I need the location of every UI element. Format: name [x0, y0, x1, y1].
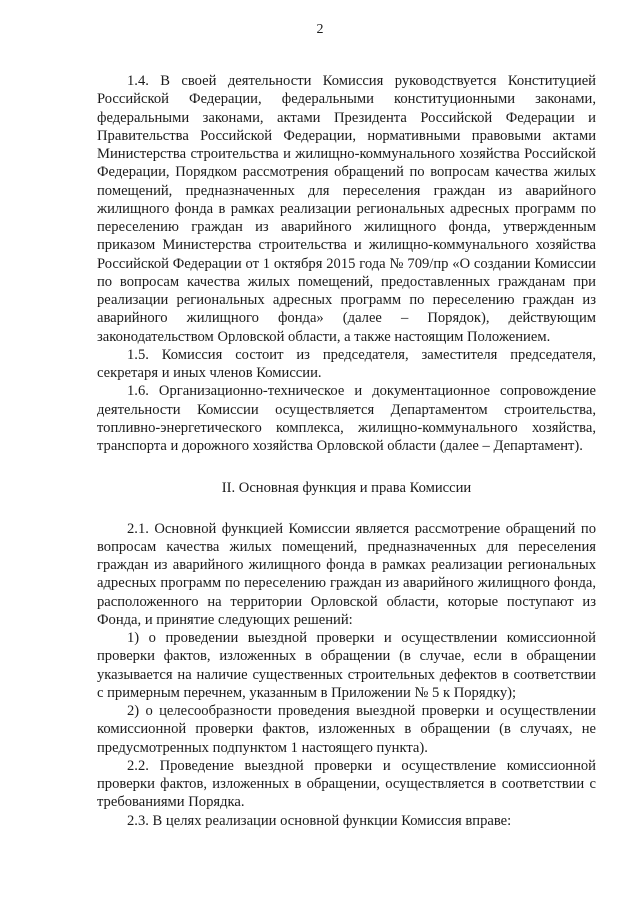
- paragraph-2-2: 2.2. Проведение выездной проверки и осуществление комиссионной проверки фактов, изложенных в обращении, осуществляется в соответствии с требованиями Порядка.: [97, 757, 596, 811]
- list-item-1: 1) о проведении выездной проверки и осуществлении комиссионной проверки фактов, изложенных в обращении (в случае, если в обращении указывается на наличие существенных строительных дефектов в соответствии с примерным перечнем, указанным в Приложении № 5 к Порядку);: [97, 630, 596, 701]
- paragraph-2-1: 2.1. Основной функцией Комиссии является рассмотрение обращений по вопросам качества жилых помещений, предназначенных для переселения граждан из аварийного жилищного фонда в рамках реализации региональных адресных программ по переселению граждан из аварийного жилищного фонда, расположенного на территории Орловской области, которые поступают из Фонда, и принятие следующих решений:: [97, 520, 596, 628]
- page-number: 2: [316, 22, 324, 37]
- paragraph-2-3: 2.3. В целях реализации основной функции Комиссия вправе:: [127, 812, 512, 829]
- paragraph-1-5: 1.5. Комиссия состоит из председателя, заместителя председателя, секретаря и иных членов Комиссии.: [97, 346, 596, 381]
- document-body: [97, 72, 596, 830]
- paragraph-1-4: 1.4. В своей деятельности Комиссия руководствуется Конституцией Российской Федерации, федеральными конституционными законами, федеральными законами, актами Президента Российской Федерации и Правительства Российской Федерации, нормативными правовыми актами Министерства строительства и жилищно-коммунального хозяйства Российской Федерации, Порядком рассмотрения обращений по вопросам качества жилых помещений, предназначенных для переселения граждан из аварийного жилищного фонда в рамках реализации региональных адресных программ по переселению граждан из аварийного жилищного фонда, утвержденным приказом Министерства строительства и жилищно-коммунального хозяйства Российской Федерации от 1 октября 2015 года № 709/пр «О создании Комиссии по вопросам качества жилых помещений, предоставленных гражданам при реализации региональных адресных программ по переселению граждан из аварийного жилищного фонда» (далее – Порядок), действующим законодательством Орловской области, а также настоящим Положением.: [97, 73, 596, 345]
- list-item-2: 2) о целесообразности проведения выездной проверки и осуществлении комиссионной проверки фактов, изложенных в обращении (в случаях, не предусмотренных подпунктом 1 настоящего пункта).: [97, 703, 596, 756]
- section-heading: II. Основная функция и права Комиссии: [221, 480, 472, 497]
- paragraph-1-6: 1.6. Организационно-техническое и документационное сопровождение деятельности Комиссии осуществляется Департаментом строительства, топливно-энергетического комплекса, жилищно-коммунального хозяйства, транспорта и дорожного хозяйства Орловской области (далее – Департамент).: [97, 383, 596, 454]
